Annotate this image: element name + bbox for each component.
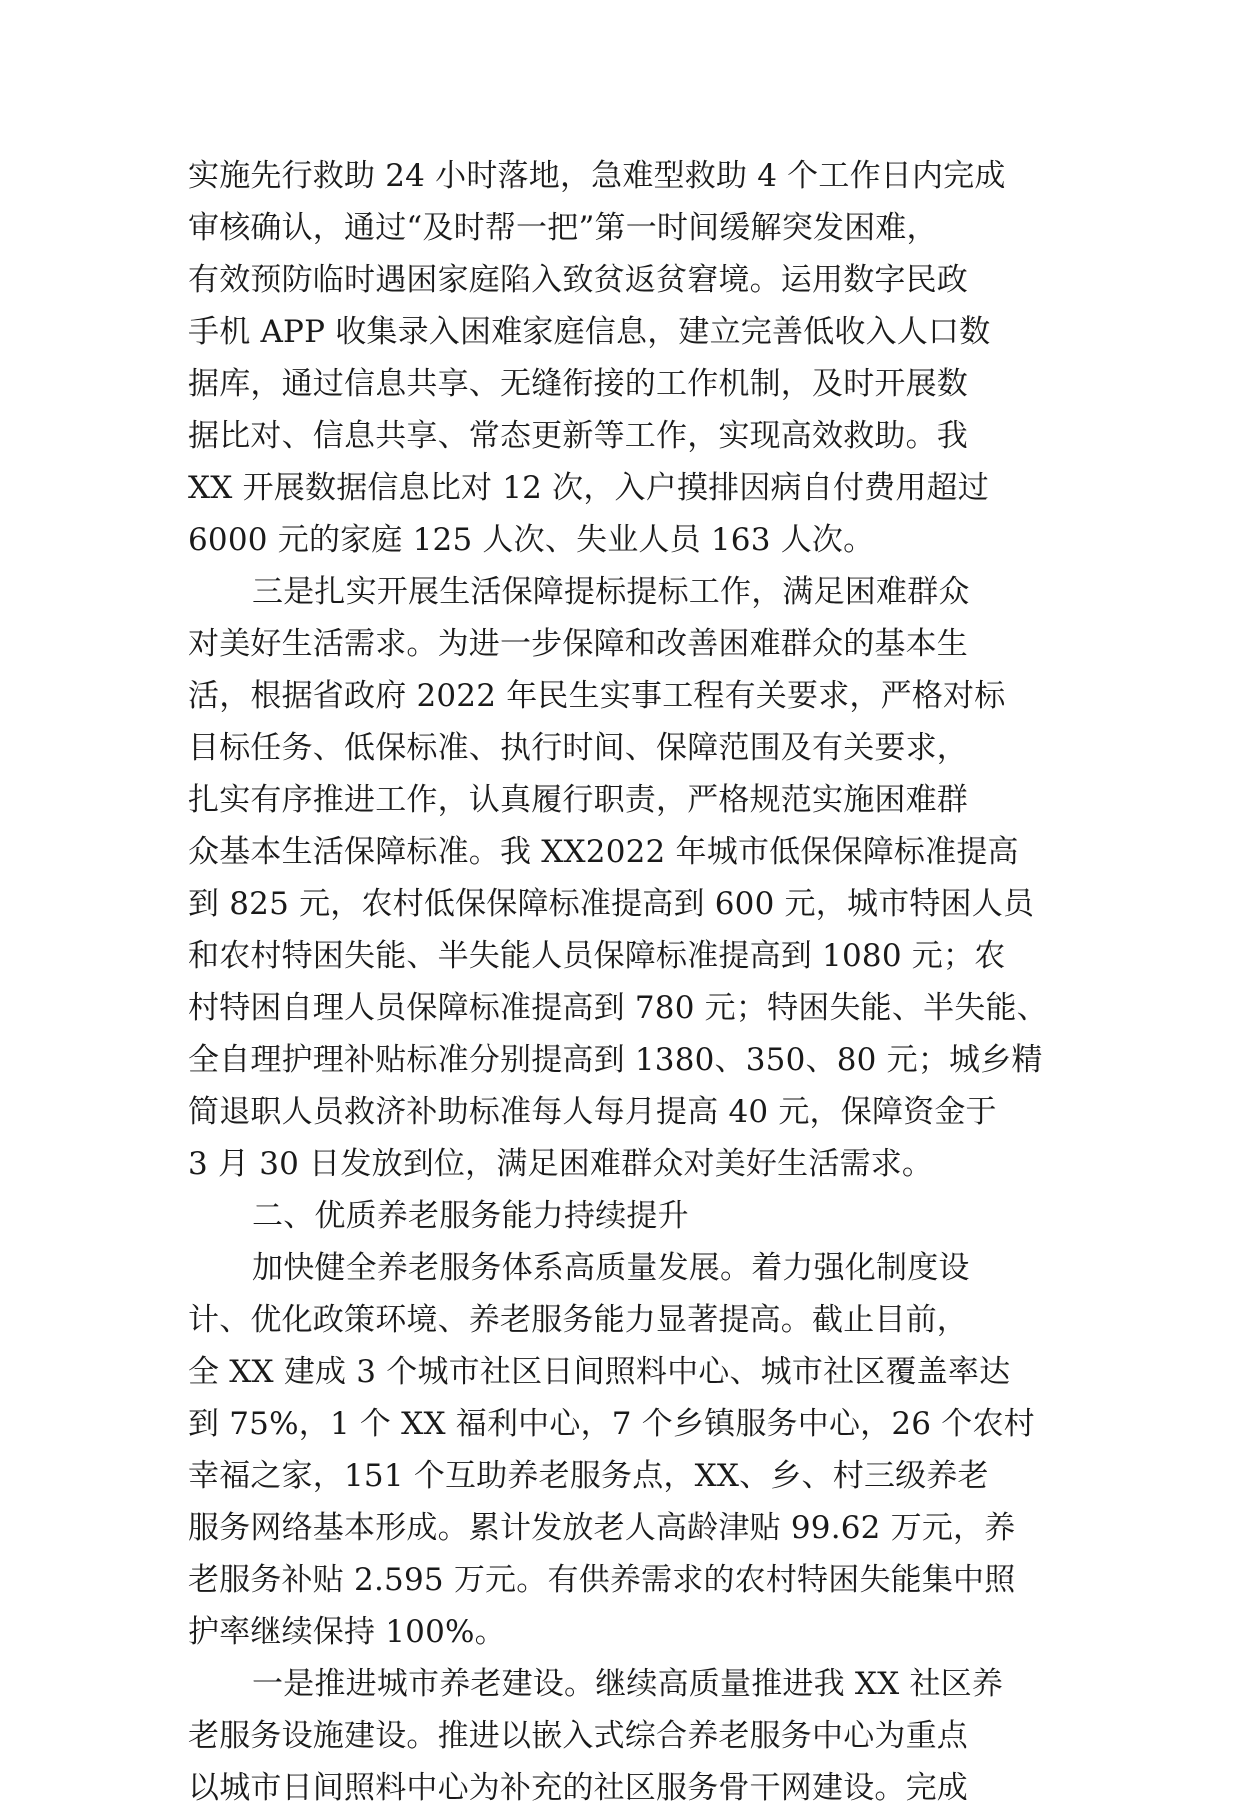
text-line: 护率继续保持 100%。	[188, 1614, 506, 1650]
text-line: 实施先行救助 24 小时落地，急难型救助 4 个工作日内完成	[188, 158, 1006, 194]
text-line: 以城市日间照料中心为补充的社区服务骨干网建设。完成	[188, 1770, 968, 1806]
text-line: 审核确认，通过“及时帮一把”第一时间缓解突发困难，	[188, 210, 938, 246]
text-line: 6000 元的家庭 125 人次、失业人员 163 人次。	[188, 522, 875, 558]
text-line: 服务网络基本形成。累计发放老人高龄津贴 99.62 万元，养	[188, 1510, 1016, 1546]
text-line: 据比对、信息共享、常态更新等工作，实现高效救助。我	[188, 418, 968, 454]
text-line: 到 825 元，农村低保保障标准提高到 600 元，城市特困人员	[188, 886, 1035, 922]
text-line: 手机 APP 收集录入困难家庭信息，建立完善低收入人口数	[188, 314, 991, 350]
text-line: 众基本生活保障标准。我 XX2022 年城市低保保障标准提高	[188, 834, 1019, 870]
text-line: 村特困自理人员保障标准提高到 780 元；特困失能、半失能、	[188, 990, 1048, 1026]
text-line: 幸福之家，151 个互助养老服务点，XX、乡、村三级养老	[188, 1458, 989, 1494]
text-line: 简退职人员救济补助标准每人每月提高 40 元，保障资金于	[188, 1094, 997, 1130]
text-line: 全自理护理补贴标准分别提高到 1380、350、80 元；城乡精	[188, 1042, 1043, 1078]
text-line: 有效预防临时遇困家庭陷入致贫返贫窘境。运用数字民政	[188, 262, 968, 298]
text-line: 3 月 30 日发放到位，满足困难群众对美好生活需求。	[188, 1146, 934, 1182]
text-line: 全 XX 建成 3 个城市社区日间照料中心、城市社区覆盖率达	[188, 1354, 1011, 1390]
text-line: 老服务设施建设。推进以嵌入式综合养老服务中心为重点	[188, 1718, 968, 1754]
text-line: 计、优化政策环境、养老服务能力显著提高。截止目前，	[188, 1302, 968, 1338]
text-line: 和农村特困失能、半失能人员保障标准提高到 1080 元；农	[188, 938, 1006, 974]
text-line: 据库，通过信息共享、无缝衔接的工作机制，及时开展数	[188, 366, 968, 402]
document-body	[188, 150, 1058, 1814]
text-line: 对美好生活需求。为进一步保障和改善困难群众的基本生	[188, 626, 968, 662]
text-line: 活，根据省政府 2022 年民生实事工程有关要求，严格对标	[188, 678, 1006, 714]
text-line: 加快健全养老服务体系高质量发展。着力强化制度设	[252, 1250, 970, 1286]
text-line: 一是推进城市养老建设。继续高质量推进我 XX 社区养	[252, 1666, 1004, 1702]
text-line: 三是扎实开展生活保障提标提标工作，满足困难群众	[252, 574, 970, 610]
text-line: 老服务补贴 2.595 万元。有供养需求的农村特困失能集中照	[188, 1562, 1016, 1598]
text-line: 扎实有序推进工作，认真履行职责，严格规范实施困难群	[188, 782, 968, 818]
text-line: XX 开展数据信息比对 12 次，入户摸排因病自付费用超过	[188, 470, 989, 506]
text-line: 二、优质养老服务能力持续提升	[252, 1198, 689, 1234]
text-line: 到 75%，1 个 XX 福利中心，7 个乡镇服务中心，26 个农村	[188, 1406, 1035, 1442]
text-line: 目标任务、低保标准、执行时间、保障范围及有关要求，	[188, 730, 968, 766]
